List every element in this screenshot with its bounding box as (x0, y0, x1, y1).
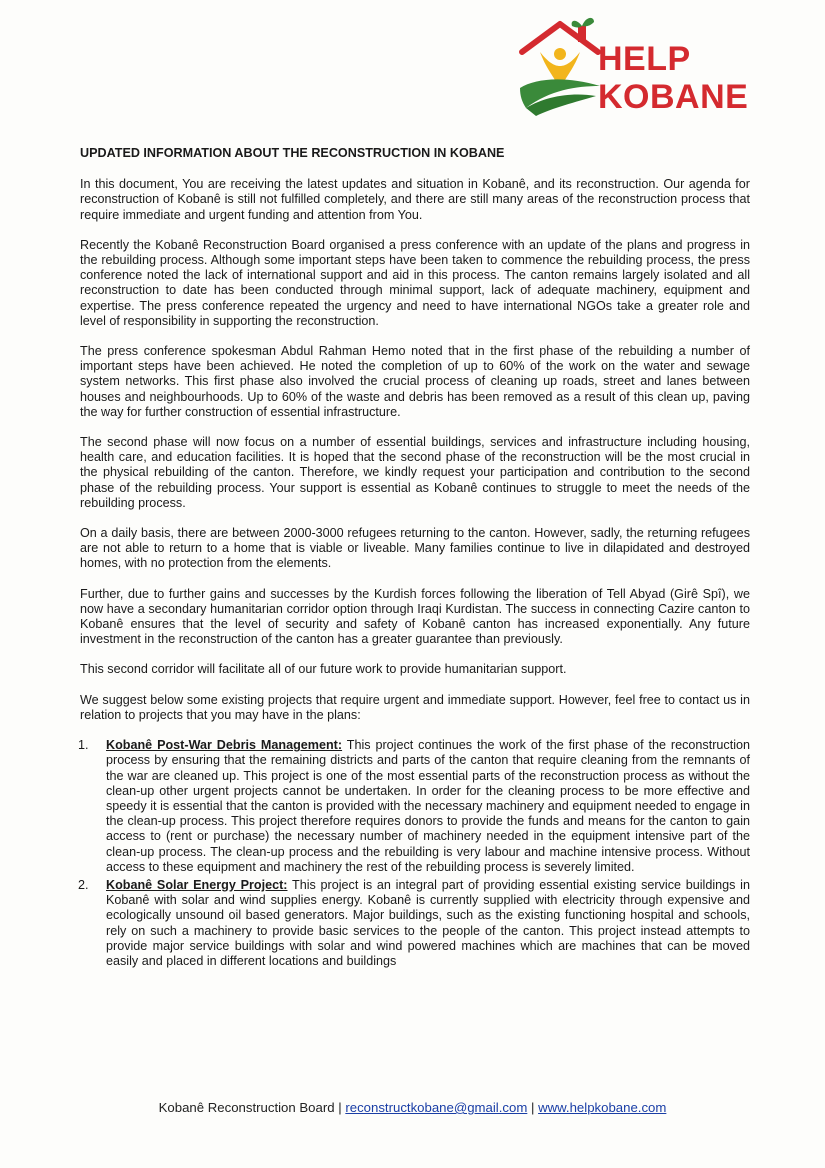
project-description: This project continues the work of the first phase of the reconstruction process by ensuring that the remaining districts and parts of the canton that require cleaning from the remnants of the war are cleaned up. This project is one of the most essential parts of the reconstruction process as without the clean-up other urgent projects cannot be undertaken. In order for the cleaning process to be more effective and speedy it is essential that the canton is provided with the necessary machinery and equipment needed to engage in the clean-up process. This project therefore requires donors to provide the funds and means for the canton to gain access to (rent or purchase) the necessary number of machinery needed in the equipment intensive part of the clean-up process. The clean-up process and the rebuilding is very labour and machine intensive process. Without access to these equipment and machinery the rest of the rebuilding process is severely limited. (106, 738, 751, 874)
list-item-number: 2. (78, 877, 89, 892)
footer-org: Kobanê Reconstruction Board (158, 1100, 335, 1115)
project-list (80, 738, 750, 969)
paragraph-intro: In this document, You are receiving the latest updates and situation in Kobanê, and its reconstruction. Our agenda for reconstruction of Kobanê is still not fulfilled completely, and there are still many areas of the reconstruction process that require immediate and urgent funding and attention from You. (80, 177, 750, 222)
paragraph-second-corridor: This second corridor will facilitate all of our future work to provide humanitarian support. (80, 662, 567, 677)
paragraph-first-phase: The press conference spokesman Abdul Rahman Hemo noted that in the first phase of the rebuilding a number of important steps have been achieved. He noted the completion of up to 60% of the work on the water and sewage system networks. This first phase also involved the crucial process of cleaning up roads, street and lanes between houses and neighbourhoods. Up to 60% of the waste and debris has been removed as a result of this clean up, paving the way for further construction of essential infrastructure. (80, 344, 750, 419)
email-link[interactable]: reconstructkobane@gmail.com (345, 1100, 528, 1115)
logo-text-help: HELP (598, 40, 691, 78)
list-item (80, 738, 750, 875)
paragraph-press-conference: Recently the Kobanê Reconstruction Board organised a press conference with an update of the plans and progress in the rebuilding process. Although some important steps have been taken to commence the rebuilding process, the press conference noted the lack of international support and aid in this process. The canton remains largely isolated and all reconstruction to date has been conducted through minimal support, lack of adequate machinery, equipment and expertise. The press conference repeated the urgency and need to have international NGOs take a greater role and level of responsibility in supporting the reconstruction. (80, 237, 750, 328)
list-item (80, 878, 750, 969)
project-title: Kobanê Solar Energy Project: (106, 877, 288, 892)
footer-separator: | (334, 1100, 346, 1115)
logo-text-kobane: KOBANE (598, 78, 749, 116)
logo-wordmark (598, 40, 748, 116)
list-item-number: 1. (78, 738, 89, 753)
project-title: Kobanê Post-War Debris Management: (106, 738, 343, 753)
document-title: UPDATED INFORMATION ABOUT THE RECONSTRUCTION IN KOBANE (80, 146, 505, 160)
paragraph-suggestions: We suggest below some existing projects that require urgent and immediate support. However, feel free to contact us in relation to projects that you may have in the plans: (80, 692, 750, 722)
document-body (80, 146, 750, 972)
footer-separator: | (527, 1100, 539, 1115)
website-link[interactable]: www.helpkobane.com (538, 1100, 667, 1115)
help-kobane-logo (516, 16, 748, 120)
paragraph-refugees: On a daily basis, there are between 2000-3000 refugees returning to the canton. However, sadly, the returning refugees are not able to return to a home that is viable or liveable. Many families continue to live in dilapidated and destroyed homes, with no protection from the elements. (80, 526, 750, 571)
page-footer (0, 1100, 825, 1115)
paragraph-second-phase: The second phase will now focus on a number of essential buildings, services and infrastructure including housing, health care, and education facilities. It is hoped that the second phase of the reconstruction will be the most crucial in the physical rebuilding of the canton. Therefore, we kindly request your participation and contribution to the second phase of the rebuilding process. Your support is essential as Kobanê continues to struggle to meet the needs of the rebuilding process. (80, 435, 750, 510)
project-description: This project is an integral part of providing essential existing service buildings in Kobanê with solar and wind supplies energy. Kobanê is currently supplied with electricity through expensive and ecologically unsound oil based generators. Major buildings, such as the existing functioning hospital and schools, rely on such a machinery to provide basic services to the people of the canton. This project instead attempts to provide major service buildings with solar and wind powered machines which are machines that can be moved easily and placed in different locations and buildings (106, 877, 750, 968)
house-logo-icon (516, 16, 606, 120)
paragraph-corridor: Further, due to further gains and successes by the Kurdish forces following the liberation of Tell Abyad (Girê Spî), we now have a secondary humanitarian corridor option through Iraqi Kurdistan. The success in connecting Cazire canton to Kobanê ensures that the level of security and safety of Kobanê canton has increased exponentially. Any future investment in the reconstruction of the canton has a greater guarantee than previously. (80, 586, 750, 647)
